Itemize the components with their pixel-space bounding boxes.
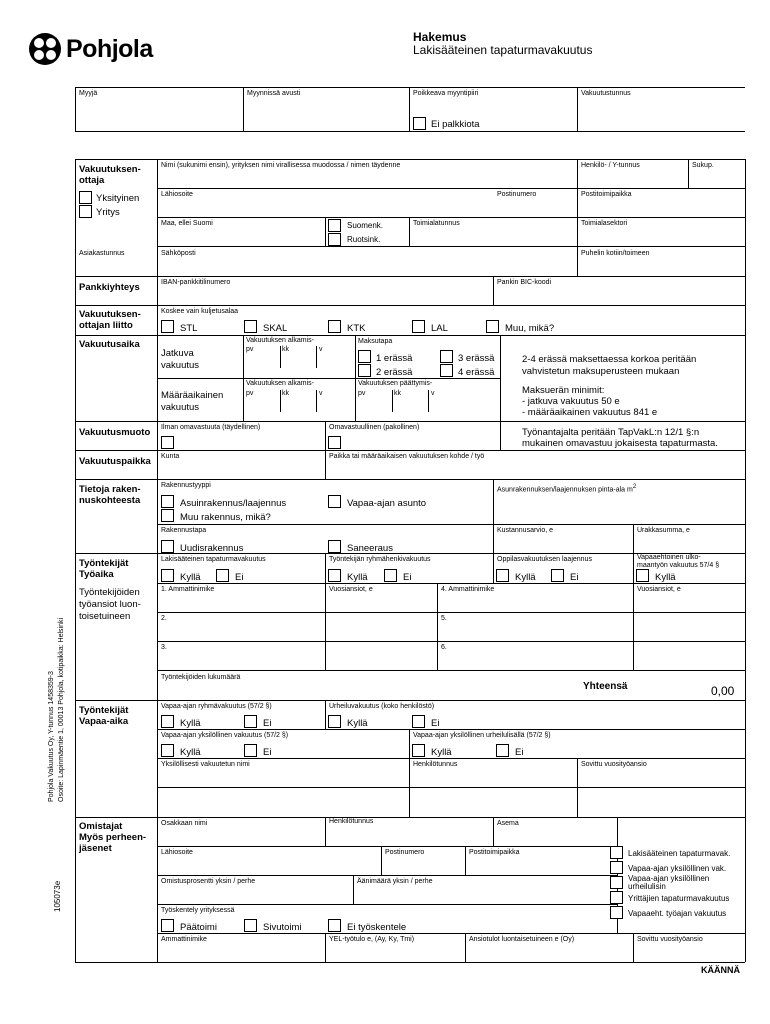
sales-assistant-label: Myynnissä avusti [247, 90, 301, 97]
start-kk: kk [282, 346, 289, 353]
four-instalments-checkbox[interactable] [440, 364, 453, 377]
association-heading: Vakuutuksen- ottajan liitto [79, 309, 141, 331]
private-checkbox[interactable] [79, 191, 92, 204]
start-pv: pv [246, 346, 254, 353]
other-association-label: Muu, mikä? [505, 323, 555, 334]
sports-no-label: Ei [431, 718, 440, 729]
yel-label: YEL-työtulo e, (Ay, Ky, Tmi) [329, 936, 415, 943]
statutory-yes-label: Kyllä [180, 572, 201, 583]
owner-postcode-label: Postinumero [385, 849, 425, 856]
life-no-checkbox[interactable] [384, 569, 397, 582]
life-yes-checkbox[interactable] [328, 569, 341, 582]
side-company-line: Pohjola Vakuutus Oy, Y-tunnus 1458359-3 [48, 671, 55, 802]
opt-voluntary-label: Vapaaeht. työajan vakuutus [628, 909, 727, 918]
ktk-checkbox[interactable] [328, 320, 341, 333]
start2-pv: pv [246, 390, 254, 397]
start2-v: v [319, 390, 323, 397]
sales-district-label: Poikkeava myyntipiiri [413, 90, 479, 97]
group-life-label: Työntekijän ryhmähenkivakuutus [329, 556, 431, 563]
leisure-group-yes-checkbox[interactable] [161, 715, 174, 728]
opt-leisure-checkbox[interactable] [610, 861, 623, 874]
form-subtitle: Lakisääteinen tapaturmavakuutus [413, 43, 593, 57]
other-income-label: Ansiotulot luontaisetuineen e (Oy) [469, 936, 575, 943]
area-label: Asunrakennuksen/laajennuksen pinta-ala $m^2$ [497, 484, 637, 494]
student-scope-label: Oppilasvakuutuksen laajennus [497, 556, 592, 563]
opt-leisure-sports-checkbox[interactable] [610, 876, 623, 889]
place-label: Paikka tai määräaikaisen vakuutuksen kohde / työ [329, 453, 485, 460]
bank-heading: Pankkiyhteys [79, 282, 140, 293]
side-address-line: Osoite: Lapinmäentie 1, 00013 Pohjola, kotipaikka: Helsinki [58, 617, 65, 802]
end-pv: pv [358, 390, 366, 397]
payment-method-label: Maksutapa [358, 338, 393, 345]
country-label: Maa, ellei Suomi [161, 220, 213, 227]
industry-label: Toimialatunnus [413, 220, 460, 227]
renovation-label: Saneeraus [347, 543, 393, 554]
city-label: Postitoimipaikka [581, 191, 632, 198]
side-form-code: 105073e [53, 880, 62, 912]
leisure-heading: Työntekijät Vapaa-aika [79, 705, 129, 727]
id-label: Henkilö- / Y-tunnus [581, 162, 640, 169]
swedish-checkbox[interactable] [328, 233, 341, 246]
shareholder-label: Osakkaan nimi [161, 820, 208, 827]
interest-note: 2-4 erässä maksettaessa korkoa peritään vahvistetun maksuperusteen mukaan [522, 354, 697, 377]
total-value: 0,00 [711, 684, 735, 698]
start-label: Vakuutuksen alkamis- [246, 337, 314, 344]
individual-no-label: Ei [263, 747, 272, 758]
email-label: Sähköposti [161, 250, 196, 257]
phone-label: Puhelin kotiin/toimeen [581, 250, 650, 257]
statutory-no-checkbox[interactable] [216, 569, 229, 582]
sports-yes-label: Kyllä [347, 718, 368, 729]
construction-heading: Tietoja raken- nuskohteesta [79, 484, 141, 506]
municipality-label: Kunta [161, 453, 180, 460]
full-time-label: Päätoimi [180, 922, 217, 933]
finnish-label: Suomenk. [347, 221, 384, 230]
owner-city-label: Postitoimipaikka [469, 849, 520, 856]
other-building-label: Muu rakennus, mikä? [180, 512, 271, 523]
one-instalment-checkbox[interactable] [358, 350, 371, 363]
individual-sports-no-checkbox[interactable] [496, 744, 509, 757]
student-no-checkbox[interactable] [551, 569, 564, 582]
customer-id-label: Asiakastunnus [79, 250, 125, 257]
other-association-checkbox[interactable] [486, 320, 499, 333]
occupation-4-label: 4. Ammattinimike [441, 586, 495, 593]
no-fee-label: Ei palkkiota [431, 119, 480, 130]
end-label: Vakuutuksen päättymis- [358, 380, 433, 387]
insured-name-label: Yksilöllisesti vakuutetun nimi [161, 761, 250, 768]
renovation-checkbox[interactable] [328, 540, 341, 553]
location-heading: Vakuutuspaikka [79, 456, 151, 467]
bic-label: Pankin BIC-koodi [497, 279, 552, 286]
wages-1-label: Vuosiansiot, e [329, 586, 373, 593]
part-time-label: Sivutoimi [263, 922, 302, 933]
postcode-label: Postinumero [497, 191, 537, 198]
pohjola-logo-icon [28, 32, 62, 66]
owner-agreed-income-label: Sovittu vuosityöansio [637, 936, 703, 943]
address-label: Lähiosoite [161, 191, 193, 198]
opt-voluntary-checkbox[interactable] [610, 906, 623, 919]
leisure-group-label: Vapaa-ajan ryhmävakuutus (57/2 §) [161, 703, 272, 710]
owner-address-label: Lähiosoite [161, 849, 193, 856]
leisure-home-checkbox[interactable] [328, 495, 341, 508]
no-fee-checkbox[interactable] [413, 117, 426, 130]
association-note: Koskee vain kuljetusalaa [161, 308, 239, 315]
skal-label: SKAL [263, 323, 288, 334]
deductible-note: Työnantajalta peritään TapVakL:n 12/1 §:n mukainen omavastuu jokaisesta tapaturmasta. [522, 427, 718, 449]
ownership-label: Omistusprosentti yksin / perhe [161, 878, 256, 885]
individual-yes-label: Kyllä [180, 747, 201, 758]
lal-checkbox[interactable] [412, 320, 425, 333]
opt-leisure-sports-label: Vapaa-ajan yksilöllinen urheilulisin [628, 874, 710, 891]
start-v: v [319, 346, 323, 353]
residential-label: Asuinrakennus/laajennus [180, 498, 287, 509]
start-label-2: Vakuutuksen alkamis- [246, 380, 314, 387]
occupation-6-label: 6. [441, 644, 447, 651]
full-time-checkbox[interactable] [161, 919, 174, 932]
no-deductible-checkbox[interactable] [161, 436, 174, 449]
end-v: v [431, 390, 435, 397]
three-instalments-label: 3 erässä [458, 353, 495, 364]
part-time-checkbox[interactable] [244, 919, 257, 932]
sector-label: Toimialasektori [581, 220, 628, 227]
opt-entrepreneur-label: Yrittäjien tapaturmavakuutus [628, 894, 730, 903]
student-yes-checkbox[interactable] [496, 569, 509, 582]
occupation-5-label: 5. [441, 615, 447, 622]
stl-checkbox[interactable] [161, 320, 174, 333]
owner-id-label: Henkilötunnus [329, 818, 374, 825]
owner-occupation-label: Ammattinimike [161, 936, 207, 943]
workers-wages-heading: Työntekijöiden työansiot luon- toisetuineen [79, 587, 141, 622]
deductible-label: Omavastuullinen (pakollinen) [329, 424, 420, 431]
policyholder-heading: Vakuutuksen- ottaja [79, 164, 141, 186]
voluntary-yes-label: Kyllä [655, 572, 676, 583]
swedish-label: Ruotsink. [347, 235, 381, 244]
student-yes-label: Kyllä [515, 572, 536, 583]
voluntary-abroad-label: Vapaaehtoinen ulko- maantyön vakuutus 57/4 § [637, 554, 720, 569]
occupation-1-label: 1. Ammattinimike [161, 586, 215, 593]
not-working-label: Ei työskentele [347, 922, 407, 933]
life-no-label: Ei [403, 572, 412, 583]
opt-statutory-checkbox[interactable] [610, 846, 623, 859]
two-instalments-checkbox[interactable] [358, 364, 371, 377]
statutory-no-label: Ei [235, 572, 244, 583]
form-title: Hakemus [413, 30, 467, 44]
sports-no-checkbox[interactable] [412, 715, 425, 728]
owners-heading: Omistajat Myös perheen- jäsenet [79, 821, 147, 854]
individual-sports-yes-label: Kyllä [431, 747, 452, 758]
occupation-2-label: 2. [161, 615, 167, 622]
policy-id-label: Vakuutustunnus [581, 90, 631, 97]
individual-sports-yes-checkbox[interactable] [412, 744, 425, 757]
wages-4-label: Vuosiansiot, e [637, 586, 681, 593]
individual-sports-label: Vapaa-ajan yksilöllinen urheilulisällä (57/2 §) [413, 732, 551, 739]
position-label: Asema [497, 820, 519, 827]
contract-sum-label: Urakkasumma, e [637, 527, 690, 534]
student-no-label: Ei [570, 572, 579, 583]
leisure-group-no-label: Ei [263, 718, 272, 729]
finnish-checkbox[interactable] [328, 219, 341, 232]
name-label: Nimi (sukunimi ensin), yrityksen nimi virallisessa muodossa / nimen täydenne [161, 162, 401, 169]
construction-method-label: Rakennustapa [161, 527, 207, 534]
individual-label: Vapaa-ajan yksilöllinen vakuutus (57/2 §) [161, 732, 289, 739]
start2-kk: kk [282, 390, 289, 397]
fixed-term-label: Määräaikainen vakuutus [161, 390, 224, 413]
minimum-note: Maksuerän minimit: - jatkuva vakuutus 50 e - määräaikainen vakuutus 841 e [522, 385, 658, 418]
voluntary-yes-checkbox[interactable] [636, 569, 649, 582]
leisure-group-yes-label: Kyllä [180, 718, 201, 729]
lal-label: LAL [431, 323, 448, 334]
leisure-home-label: Vapaa-ajan asunto [347, 498, 427, 509]
four-instalments-label: 4 erässä [458, 367, 495, 378]
insured-id-label: Henkilötunnus [413, 761, 458, 768]
period-heading: Vakuutusaika [79, 339, 140, 350]
not-working-checkbox[interactable] [328, 919, 341, 932]
individual-sports-no-label: Ei [515, 747, 524, 758]
group-statutory-label: Lakisääteinen tapaturmavakuutus [161, 556, 266, 563]
end-kk: kk [394, 390, 401, 397]
three-instalments-checkbox[interactable] [440, 350, 453, 363]
company-label: Yritys [96, 207, 120, 218]
two-instalments-label: 2 erässä [376, 367, 413, 378]
gender-label: Sukup. [692, 162, 714, 169]
life-yes-label: Kyllä [347, 572, 368, 583]
opt-entrepreneur-checkbox[interactable] [610, 891, 623, 904]
ktk-label: KTK [347, 323, 366, 334]
individual-yes-checkbox[interactable] [161, 744, 174, 757]
total-label: Yhteensä [583, 681, 628, 692]
company-checkbox[interactable] [79, 205, 92, 218]
sports-group-label: Urheiluvakuutus (koko henkilöstö) [329, 703, 435, 710]
votes-label: Äänimäärä yksin / perhe [357, 878, 433, 885]
building-type-label: Rakennustyyppi [161, 482, 211, 489]
agreed-income-label: Sovittu vuosityöansio [581, 761, 647, 768]
other-building-checkbox[interactable] [161, 509, 174, 522]
new-build-checkbox[interactable] [161, 540, 174, 553]
individual-no-checkbox[interactable] [244, 744, 257, 757]
seller-label: Myyjä [79, 90, 98, 97]
brand-name: Pohjola [66, 35, 153, 63]
one-instalment-label: 1 erässä [376, 353, 413, 364]
insurance-form-heading: Vakuutusmuoto [79, 427, 151, 438]
new-build-label: Uudisrakennus [180, 543, 244, 554]
opt-statutory-label: Lakisääteinen tapaturmavak. [628, 849, 731, 858]
statutory-yes-checkbox[interactable] [161, 569, 174, 582]
leisure-group-no-checkbox[interactable] [244, 715, 257, 728]
stl-label: STL [180, 323, 198, 334]
deductible-checkbox[interactable] [328, 436, 341, 449]
turn-page-label: KÄÄNNÄ [701, 965, 740, 975]
residential-checkbox[interactable] [161, 495, 174, 508]
sports-yes-checkbox[interactable] [328, 715, 341, 728]
opt-leisure-label: Vapaa-ajan yksilöllinen vak. [628, 864, 727, 873]
private-label: Yksityinen [96, 193, 140, 204]
occupation-3-label: 3. [161, 644, 167, 651]
iban-label: IBAN-pankkitilinumero [161, 279, 231, 286]
worker-count-label: Työntekijöiden lukumäärä [161, 674, 241, 681]
workers-heading: Työntekijät Työaika [79, 558, 129, 580]
work-in-company-label: Työskentely yrityksessä [161, 907, 235, 914]
continuous-label: Jatkuva vakuutus [161, 348, 200, 371]
no-deductible-label: Ilman omavastuuta (täydellinen) [161, 424, 261, 431]
cost-estimate-label: Kustannusarvio, e [497, 527, 554, 534]
skal-checkbox[interactable] [244, 320, 257, 333]
